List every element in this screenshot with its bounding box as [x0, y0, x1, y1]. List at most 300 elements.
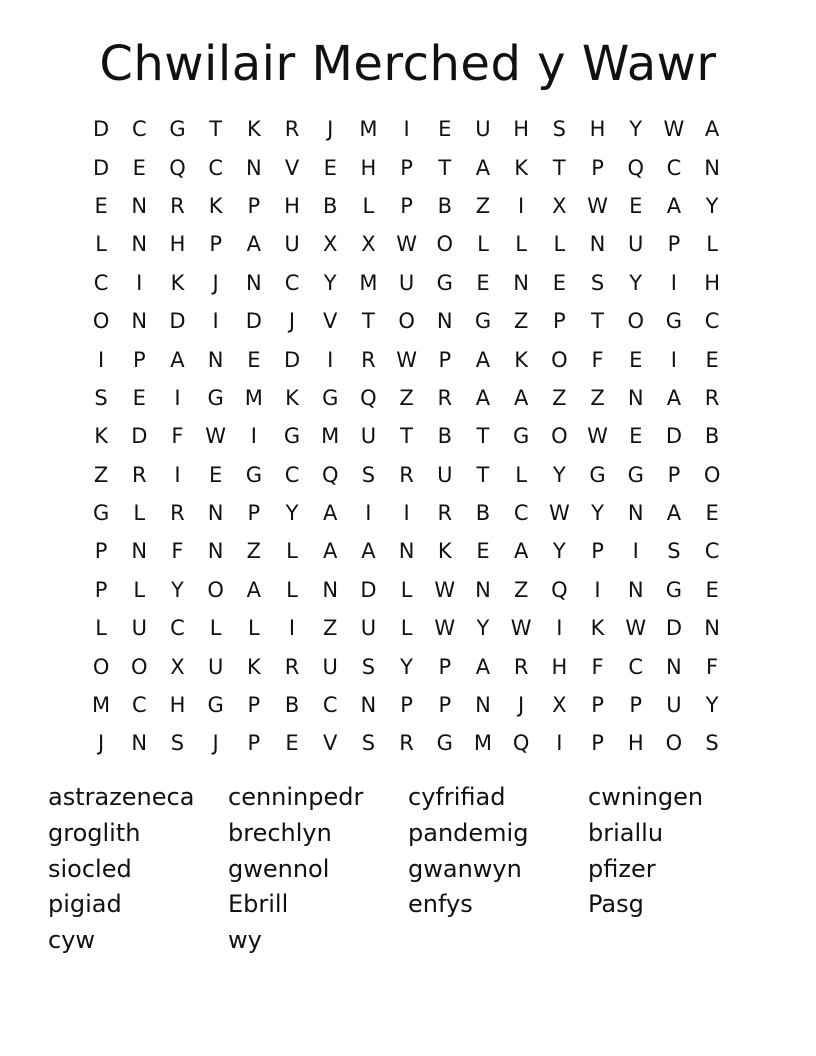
- grid-letter: Y: [705, 693, 719, 718]
- grid-letter: Y: [323, 270, 337, 295]
- grid-letter: C: [322, 693, 338, 718]
- grid-letter: C: [284, 270, 300, 295]
- grid-letter: E: [629, 193, 643, 218]
- grid-letter: O: [436, 232, 454, 257]
- grid-letter: W: [548, 501, 570, 526]
- grid-letter: Z: [552, 385, 567, 410]
- grid-letter: B: [475, 501, 491, 526]
- grid-letter: I: [594, 577, 601, 602]
- grid-letter: P: [591, 731, 604, 756]
- grid-letter: N: [513, 270, 530, 295]
- grid-letter: L: [706, 232, 718, 257]
- grid-letter: P: [94, 577, 108, 602]
- grid-row: [82, 225, 732, 263]
- grid-letter: B: [437, 193, 452, 218]
- grid-letter: X: [552, 193, 567, 218]
- grid-letter: N: [245, 270, 262, 295]
- grid-letter: O: [551, 424, 568, 449]
- grid-letter: N: [207, 347, 224, 372]
- grid-letter: N: [131, 232, 148, 257]
- grid-letter: K: [514, 155, 529, 180]
- grid-letter: D: [93, 117, 110, 142]
- grid-letter: Z: [513, 309, 529, 334]
- grid-letter: G: [665, 577, 683, 602]
- grid-letter: N: [131, 539, 148, 564]
- grid-letter: R: [437, 501, 453, 526]
- grid-letter: R: [170, 193, 185, 218]
- grid-letter: Q: [627, 155, 644, 180]
- grid-letter: N: [131, 309, 148, 334]
- grid-letter: R: [170, 501, 185, 526]
- word-list-item: cenninpedr: [228, 783, 364, 811]
- grid-letter: C: [131, 693, 147, 718]
- grid-letter: Z: [475, 193, 491, 218]
- grid-letter: R: [131, 462, 147, 487]
- grid-letter: P: [591, 155, 604, 180]
- grid-letter: R: [513, 654, 529, 679]
- grid-letter: E: [705, 577, 719, 602]
- grid-letter: C: [513, 501, 529, 526]
- grid-letter: S: [361, 654, 376, 679]
- grid-letter: Q: [512, 731, 530, 756]
- word-list-item: pfizer: [588, 854, 656, 883]
- grid-letter: M: [359, 270, 378, 295]
- grid-letter: F: [171, 424, 184, 449]
- grid-letter: D: [245, 309, 262, 334]
- grid-row: [82, 647, 732, 685]
- grid-letter: Q: [551, 577, 568, 602]
- grid-letter: S: [590, 270, 605, 295]
- grid-letter: H: [589, 117, 606, 142]
- grid-letter: E: [476, 539, 490, 564]
- grid-letter: K: [208, 193, 223, 218]
- grid-letter: H: [551, 654, 568, 679]
- word-list-item: cwningen: [588, 783, 704, 811]
- grid-letter: U: [131, 616, 147, 641]
- word-list-item: siocled: [48, 854, 132, 883]
- grid-letter: I: [556, 731, 563, 756]
- grid-letter: O: [92, 654, 110, 679]
- grid-letter: P: [247, 731, 261, 756]
- grid-letter: C: [131, 117, 147, 142]
- grid-letter: P: [591, 539, 604, 564]
- grid-letter: K: [170, 270, 185, 295]
- grid-letter: H: [513, 117, 530, 142]
- grid-letter: N: [398, 539, 415, 564]
- grid-row: [82, 417, 732, 455]
- grid-letter: I: [327, 347, 334, 372]
- grid-letter: G: [436, 270, 453, 295]
- grid-letter: E: [705, 347, 719, 372]
- grid-letter: T: [209, 117, 223, 142]
- grid-letter: N: [131, 193, 148, 218]
- grid-letter: F: [591, 654, 604, 679]
- grid-letter: A: [323, 501, 338, 526]
- grid-letter: P: [667, 462, 681, 487]
- grid-letter: L: [400, 616, 413, 641]
- grid-letter: S: [170, 731, 185, 756]
- grid-letter: M: [359, 117, 378, 142]
- grid-letter: T: [361, 309, 375, 334]
- grid-letter: W: [587, 424, 608, 449]
- grid-letter: W: [396, 347, 417, 372]
- grid-letter: E: [705, 501, 719, 526]
- word-list-item: astrazeneca: [48, 783, 195, 811]
- word-list-item: cyw: [48, 926, 96, 955]
- grid-row: [82, 456, 732, 494]
- grid-letter: K: [590, 616, 605, 641]
- word-list-item: cyfrifiad: [408, 783, 506, 811]
- grid-letter: Z: [513, 577, 529, 602]
- page-title: Chwilair Merched y Wawr: [99, 36, 717, 92]
- grid-letter: T: [438, 155, 452, 180]
- grid-letter: R: [437, 385, 453, 410]
- grid-letter: O: [398, 309, 415, 334]
- grid-letter: A: [475, 347, 491, 372]
- grid-letter: P: [400, 693, 413, 718]
- grid-letter: J: [288, 309, 296, 334]
- grid-letter: P: [591, 693, 604, 718]
- grid-letter: M: [92, 693, 111, 718]
- grid-letter: T: [400, 424, 413, 449]
- grid-letter: R: [284, 117, 300, 142]
- grid-letter: I: [174, 462, 181, 487]
- grid-letter: P: [553, 309, 566, 334]
- grid-letter: C: [208, 155, 223, 180]
- grid-letter: V: [284, 155, 300, 180]
- grid-letter: V: [323, 309, 338, 334]
- grid-letter: R: [399, 731, 414, 756]
- grid-letter: N: [627, 501, 644, 526]
- grid-letter: B: [323, 193, 338, 218]
- grid-letter: H: [627, 731, 644, 756]
- grid-letter: B: [437, 424, 452, 449]
- grid-letter: L: [133, 501, 146, 526]
- grid-row: [82, 379, 732, 417]
- grid-letter: A: [170, 347, 185, 372]
- grid-letter: W: [625, 616, 647, 641]
- grid-letter: Z: [590, 385, 605, 410]
- grid-letter: A: [475, 654, 491, 679]
- grid-letter: S: [94, 385, 108, 410]
- grid-letter: I: [670, 270, 677, 295]
- word-list-item: wy: [228, 926, 262, 955]
- grid-letter: B: [284, 693, 300, 718]
- grid-letter: U: [322, 654, 338, 679]
- grid-row: [82, 571, 732, 609]
- grid-letter: I: [518, 193, 525, 218]
- grid-letter: D: [169, 309, 186, 334]
- word-list-item: gwanwyn: [408, 854, 522, 883]
- grid-row: [82, 532, 732, 570]
- word-list-item: brechlyn: [228, 818, 332, 847]
- grid-letter: Y: [591, 501, 604, 526]
- grid-letter: C: [628, 654, 644, 679]
- grid-letter: P: [209, 232, 222, 257]
- grid-letter: B: [704, 424, 720, 449]
- grid-letter: A: [704, 117, 720, 142]
- grid-letter: Q: [321, 462, 339, 487]
- grid-row: [82, 187, 732, 225]
- grid-letter: N: [475, 577, 491, 602]
- grid-letter: U: [666, 693, 682, 718]
- word-list-item: briallu: [588, 818, 664, 847]
- grid-letter: D: [283, 347, 301, 372]
- grid-letter: W: [434, 616, 456, 641]
- grid-letter: H: [284, 193, 300, 218]
- grid-letter: G: [207, 693, 224, 718]
- grid-letter: I: [136, 270, 143, 295]
- grid-letter: W: [663, 117, 685, 142]
- word-list: [48, 780, 768, 959]
- grid-letter: E: [629, 347, 643, 372]
- grid-letter: A: [666, 501, 682, 526]
- grid-letter: E: [476, 270, 490, 295]
- grid-letter: G: [322, 385, 339, 410]
- grid-letter: S: [552, 117, 567, 142]
- grid-letter: N: [589, 232, 606, 257]
- word-list-item: Pasg: [588, 890, 644, 919]
- grid-letter: L: [515, 232, 527, 257]
- grid-letter: W: [587, 193, 608, 218]
- grid-letter: Y: [552, 539, 566, 564]
- letter-grid: [82, 110, 732, 763]
- grid-letter: O: [551, 347, 568, 372]
- grid-letter: I: [288, 616, 296, 641]
- grid-letter: D: [93, 155, 110, 180]
- grid-letter: P: [94, 539, 108, 564]
- grid-letter: O: [131, 654, 148, 679]
- grid-letter: N: [322, 577, 339, 602]
- grid-letter: X: [170, 654, 185, 679]
- grid-letter: H: [360, 155, 377, 180]
- grid-letter: K: [246, 117, 261, 142]
- grid-letter: T: [591, 309, 604, 334]
- grid-letter: T: [476, 424, 490, 449]
- grid-row: [82, 340, 732, 378]
- grid-letter: G: [245, 462, 262, 487]
- grid-letter: G: [207, 385, 224, 410]
- grid-letter: I: [632, 539, 639, 564]
- grid-letter: R: [361, 347, 376, 372]
- grid-letter: P: [400, 193, 413, 218]
- grid-letter: S: [361, 731, 376, 756]
- grid-letter: Y: [629, 270, 643, 295]
- grid-letter: Z: [399, 385, 414, 410]
- grid-letter: G: [169, 117, 186, 142]
- grid-letter: J: [212, 270, 219, 295]
- grid-letter: L: [400, 577, 413, 602]
- grid-letter: I: [250, 424, 257, 449]
- grid-letter: F: [171, 539, 184, 564]
- grid-letter: N: [704, 616, 720, 641]
- grid-letter: S: [667, 539, 681, 564]
- grid-letter: A: [475, 385, 491, 410]
- grid-letter: M: [473, 731, 493, 756]
- grid-letter: X: [361, 232, 376, 257]
- grid-letter: O: [703, 462, 721, 487]
- grid-letter: J: [518, 693, 525, 718]
- grid-letter: G: [92, 501, 110, 526]
- grid-letter: M: [321, 424, 340, 449]
- grid-letter: G: [474, 309, 492, 334]
- grid-letter: K: [437, 539, 452, 564]
- grid-letter: D: [665, 424, 682, 449]
- grid-letter: R: [399, 462, 414, 487]
- grid-letter: C: [704, 539, 720, 564]
- grid-letter: L: [209, 616, 222, 641]
- grid-row: [82, 686, 732, 724]
- word-list-item: pandemig: [408, 818, 529, 847]
- grid-letter: G: [513, 424, 530, 449]
- grid-letter: H: [169, 232, 186, 257]
- grid-letter: C: [170, 616, 185, 641]
- grid-letter: W: [396, 232, 417, 257]
- grid-letter: I: [212, 309, 219, 334]
- grid-letter: J: [327, 117, 334, 142]
- grid-letter: G: [436, 731, 453, 756]
- grid-letter: U: [284, 232, 300, 257]
- grid-letter: I: [174, 385, 181, 410]
- grid-row: [82, 724, 732, 762]
- grid-letter: N: [666, 654, 682, 679]
- grid-letter: J: [212, 731, 219, 756]
- grid-letter: U: [360, 616, 377, 641]
- grid-letter: D: [131, 424, 148, 449]
- grid-letter: N: [627, 577, 644, 602]
- grid-letter: P: [629, 693, 643, 718]
- grid-letter: H: [704, 270, 720, 295]
- grid-letter: M: [244, 385, 263, 410]
- grid-letter: U: [398, 270, 415, 295]
- grid-row: [82, 110, 732, 148]
- grid-letter: A: [666, 193, 682, 218]
- grid-letter: Z: [93, 462, 109, 487]
- grid-letter: A: [323, 539, 338, 564]
- grid-letter: E: [94, 193, 108, 218]
- grid-letter: Y: [171, 577, 184, 602]
- grid-letter: K: [246, 654, 261, 679]
- grid-letter: U: [628, 232, 644, 257]
- word-list-item: pigiad: [48, 890, 122, 919]
- grid-letter: E: [438, 117, 452, 142]
- grid-letter: P: [247, 693, 261, 718]
- grid-letter: A: [246, 577, 262, 602]
- grid-letter: N: [207, 539, 224, 564]
- grid-letter: C: [93, 270, 109, 295]
- grid-letter: L: [553, 232, 566, 257]
- grid-letter: F: [591, 347, 604, 372]
- grid-letter: D: [360, 577, 377, 602]
- word-list-item: groglith: [48, 818, 141, 847]
- grid-letter: E: [629, 424, 643, 449]
- grid-letter: P: [247, 501, 261, 526]
- grid-letter: Z: [246, 539, 262, 564]
- grid-letter: L: [362, 193, 375, 218]
- grid-letter: E: [247, 347, 261, 372]
- grid-letter: U: [437, 462, 453, 487]
- grid-letter: E: [132, 155, 146, 180]
- grid-letter: A: [475, 155, 491, 180]
- grid-letter: A: [246, 232, 262, 257]
- grid-letter: I: [365, 501, 372, 526]
- grid-letter: L: [286, 577, 298, 602]
- grid-letter: X: [323, 232, 338, 257]
- grid-letter: P: [667, 232, 681, 257]
- grid-letter: A: [513, 539, 529, 564]
- grid-letter: U: [475, 117, 491, 142]
- grid-letter: C: [666, 155, 682, 180]
- grid-letter: C: [284, 462, 300, 487]
- word-list-item: enfys: [408, 890, 473, 919]
- grid-letter: N: [627, 385, 644, 410]
- grid-letter: V: [323, 731, 338, 756]
- grid-letter: C: [704, 309, 720, 334]
- grid-letter: W: [434, 577, 456, 602]
- grid-letter: K: [285, 385, 299, 410]
- grid-letter: E: [285, 731, 299, 756]
- grid-row: [82, 609, 732, 647]
- grid-letter: P: [438, 347, 452, 372]
- grid-letter: K: [514, 347, 529, 372]
- grid-letter: I: [556, 616, 563, 641]
- grid-letter: O: [665, 731, 683, 756]
- grid-letter: A: [361, 539, 376, 564]
- grid-letter: L: [477, 232, 489, 257]
- grid-row: [82, 148, 732, 186]
- word-list-item: gwennol: [228, 854, 330, 883]
- grid-letter: F: [706, 654, 719, 679]
- grid-letter: N: [360, 693, 377, 718]
- grid-letter: R: [704, 385, 720, 410]
- grid-letter: O: [627, 309, 644, 334]
- grid-letter: Q: [169, 155, 186, 180]
- grid-letter: G: [627, 462, 644, 487]
- grid-letter: E: [323, 155, 337, 180]
- grid-letter: I: [670, 347, 677, 372]
- grid-letter: Y: [400, 654, 413, 679]
- grid-letter: X: [552, 693, 567, 718]
- grid-letter: L: [95, 232, 107, 257]
- grid-letter: W: [205, 424, 227, 449]
- grid-letter: Y: [476, 616, 490, 641]
- grid-letter: J: [97, 731, 105, 756]
- grid-letter: Y: [629, 117, 643, 142]
- word-list-item: Ebrill: [228, 890, 289, 919]
- grid-letter: L: [515, 462, 527, 487]
- grid-letter: I: [403, 501, 410, 526]
- grid-letter: P: [438, 693, 452, 718]
- grid-letter: P: [132, 347, 146, 372]
- grid-letter: E: [209, 462, 223, 487]
- grid-row: [82, 302, 732, 340]
- grid-row: [82, 264, 732, 302]
- grid-letter: O: [92, 309, 110, 334]
- grid-letter: Q: [360, 385, 377, 410]
- grid-letter: N: [475, 693, 491, 718]
- grid-letter: S: [361, 462, 376, 487]
- grid-letter: L: [286, 539, 298, 564]
- grid-letter: I: [403, 117, 410, 142]
- grid-letter: Y: [705, 193, 719, 218]
- grid-row: [82, 494, 732, 532]
- grid-letter: T: [552, 155, 566, 180]
- grid-letter: R: [284, 654, 300, 679]
- grid-letter: N: [207, 501, 224, 526]
- grid-letter: Y: [552, 462, 566, 487]
- grid-letter: L: [247, 616, 260, 641]
- grid-letter: N: [245, 155, 262, 180]
